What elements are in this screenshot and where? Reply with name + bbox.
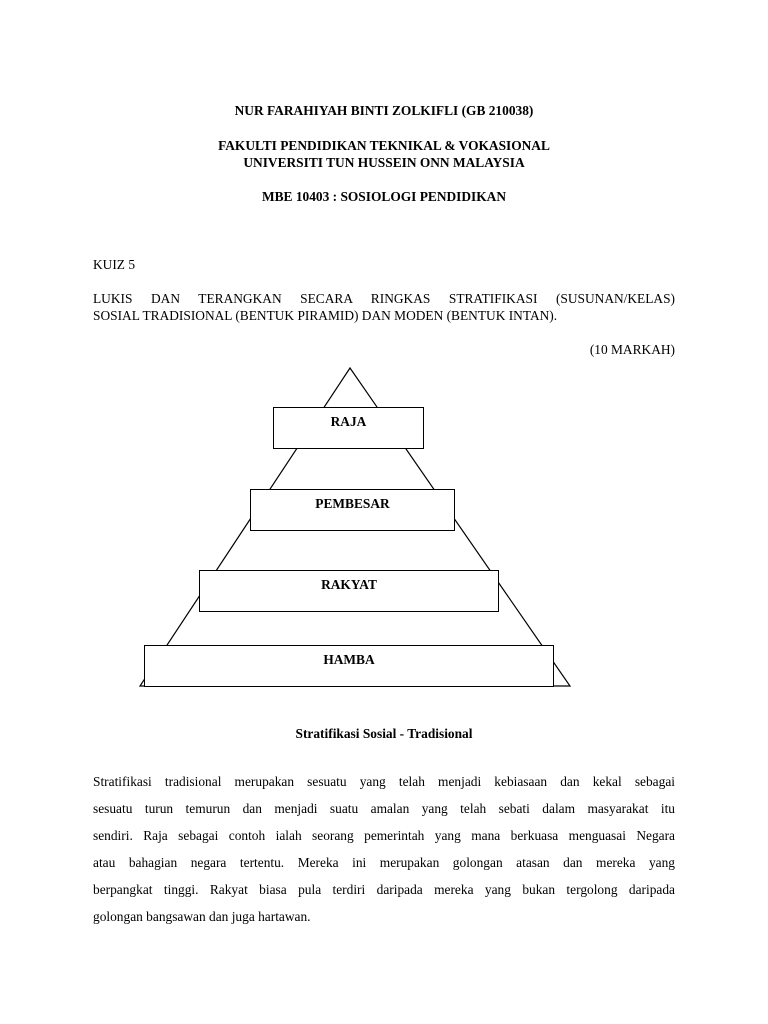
paragraph-line-3: sendiri. Raja sebagai contoh ialah seorang pemerintah yang mana berkuasa menguasai Negara	[93, 828, 675, 843]
paragraph-line-1: Stratifikasi tradisional merupakan sesuatu yang telah menjadi kebiasaan dan kekal sebagai	[93, 774, 675, 789]
pyramid-diagram	[0, 360, 768, 700]
paragraph-line-2: sesuatu turun temurun dan menjadi suatu amalan yang telah sebati dalam masyarakat itu	[93, 801, 675, 816]
quiz-title: KUIZ 5	[93, 257, 136, 272]
question-line-1: LUKIS DAN TERANGKAN SECARA RINGKAS STRATIFIKASI (SUSUNAN/KELAS)	[93, 291, 675, 306]
diagram-caption: Stratifikasi Sosial - Tradisional	[295, 726, 473, 741]
paragraph-line-5: berpangkat tinggi. Rakyat biasa pula terdiri daripada mereka yang bukan tergolong daripada	[93, 882, 675, 897]
author-line: NUR FARAHIYAH BINTI ZOLKIFLI (GB 210038)	[234, 103, 534, 118]
tier-pembesar: PEMBESAR	[250, 489, 455, 531]
paragraph-line-6: golongan bangsawan dan juga hartawan.	[93, 909, 311, 924]
tier-raja: RAJA	[273, 407, 424, 449]
tier-hamba: HAMBA	[144, 645, 554, 687]
marks-label: (10 MARKAH)	[589, 342, 675, 357]
tier-rakyat: RAKYAT	[199, 570, 499, 612]
paragraph-line-4: atau bahagian negara tertentu. Mereka ini merupakan golongan atasan dan mereka yang	[93, 855, 675, 870]
question-line-2: SOSIAL TRADISIONAL (BENTUK PIRAMID) DAN MODEN (BENTUK INTAN).	[93, 308, 558, 323]
course-line: MBE 10403 : SOSIOLOGI PENDIDIKAN	[261, 189, 507, 204]
faculty-line: FAKULTI PENDIDIKAN TEKNIKAL & VOKASIONAL	[218, 138, 550, 153]
university-line: UNIVERSITI TUN HUSSEIN ONN MALAYSIA	[243, 155, 525, 170]
